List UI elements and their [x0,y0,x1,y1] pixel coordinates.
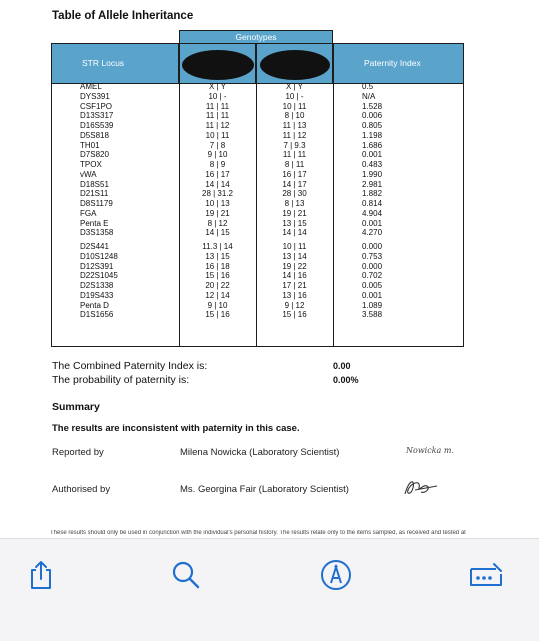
locus-cell: D22S1045 [80,271,118,281]
table-row [51,252,464,262]
locus-cell: D1S1656 [80,310,114,320]
table-row [51,160,464,170]
paternity-index-cell: 0.702 [362,271,383,281]
genotype-2-cell: 16 | 17 [282,169,307,179]
reported-signature: Nowicka m. [406,446,454,455]
table-row [51,150,464,160]
genotype-1-cell: 13 | 15 [205,251,230,261]
search-button[interactable] [168,557,204,593]
paternity-index-cell: 1.882 [362,189,383,199]
genotype-1-cell: 10 | - [208,91,227,101]
genotype-1-cell: 11 | 11 [205,111,230,121]
share-icon [28,560,54,590]
paternity-index-header-cell [333,43,464,84]
genotype-2-cell: 13 | 16 [282,290,307,300]
genotype-2-header-cell [256,43,333,84]
genotype-2-cell: 11 | 13 [282,121,307,130]
table-row [51,111,464,121]
paternity-index-cell: 1.528 [362,101,383,111]
genotype-1-cell: X | Y [208,82,227,91]
paternity-index-cell: 0.001 [362,150,383,160]
paternity-index-cell: 3.588 [362,310,383,320]
paternity-index-cell: 1.089 [362,300,383,310]
genotype-2-cell: 14 | 16 [282,271,307,281]
paternity-index-cell: 0.006 [362,111,383,121]
genotype-2-cell: 8 | 13 [284,199,305,208]
genotype-1-cell: 16 | 17 [205,169,230,179]
genotype-2-cell: 14 | 14 [282,228,307,238]
redaction-mark [260,50,330,80]
genotype-2-cell: 10 | - [285,91,304,101]
table-row [51,228,464,238]
markup-icon [320,559,352,591]
genotype-1-cell: 9 | 10 [207,300,228,310]
locus-cell: D2S441 [80,242,109,251]
table-row [51,102,464,112]
table-row [51,262,464,272]
genotype-2-cell: 8 | 10 [284,111,305,121]
genotype-1-cell: 15 | 16 [205,310,230,320]
paternity-index-header: Paternity Index [364,58,421,68]
summary-heading: Summary [52,401,100,413]
reported-by-label: Reported by [52,447,104,458]
search-icon [171,560,201,590]
paternity-index-cell: 0.805 [362,121,383,130]
genotype-2-cell: 19 | 22 [282,261,307,271]
table-row [51,121,464,131]
probability-value: 0.00% [333,375,359,385]
locus-cell: D10S1248 [80,251,118,261]
genotype-2-cell: 14 | 17 [282,179,307,189]
locus-cell: TH01 [80,140,100,150]
locus-cell: D3S1358 [80,228,114,238]
genotype-1-cell: 15 | 16 [205,271,230,281]
paternity-index-cell: 0.005 [362,281,383,290]
paternity-index-cell: 4.270 [362,228,383,238]
authorised-by-name: Ms. Georgina Fair (Laboratory Scientist) [180,484,349,495]
genotype-2-cell: 13 | 15 [282,218,307,228]
genotype-2-cell: 11 | 11 [282,150,307,160]
genotype-1-cell: 9 | 10 [207,150,228,160]
paternity-index-cell: 4.904 [362,208,383,218]
paternity-index-cell: 1.198 [362,130,383,140]
table-row [51,92,464,102]
more-icon [468,561,504,589]
genotype-1-cell: 11 | 11 [205,101,230,111]
footer-disclaimer: These results should only be used in conjunction with the individual's personal history. The results relate only to the items sampled, as received and tested at [50,530,466,536]
paternity-index-cell: 0.753 [362,251,383,261]
reported-by-name: Milena Nowicka (Laboratory Scientist) [180,447,340,458]
markup-button[interactable] [318,557,354,593]
table-row [51,170,464,180]
genotype-2-cell: 11 | 12 [282,130,307,140]
genotype-1-cell: 20 | 22 [205,281,230,290]
genotype-1-cell: 7 | 8 [209,140,226,150]
locus-cell: Penta D [80,300,109,310]
locus-cell: Penta E [80,218,109,228]
paternity-index-cell: 0.000 [362,242,383,251]
paternity-index-cell: 1.990 [362,169,383,179]
locus-cell: D7S820 [80,150,109,160]
locus-cell: D19S433 [80,290,114,300]
genotype-2-cell: 28 | 30 [282,189,307,199]
paternity-index-cell: 0.814 [362,199,383,208]
table-row [51,281,464,291]
genotype-1-cell: 14 | 15 [205,228,230,238]
locus-cell: D12S391 [80,261,114,271]
paternity-index-cell: 2.981 [362,179,383,189]
share-button[interactable] [23,557,59,593]
table-row [51,310,464,320]
genotype-2-cell: 10 | 11 [282,242,307,251]
genotype-1-cell: 14 | 14 [205,179,230,189]
genotype-1-cell: 28 | 31.2 [202,189,233,199]
paternity-index-cell: 0.483 [362,160,383,169]
genotype-2-cell: 19 | 21 [282,208,307,218]
table-row [51,219,464,229]
more-button[interactable] [468,557,504,593]
locus-cell: D5S818 [80,130,109,140]
genotype-2-cell: X | Y [285,82,304,91]
locus-cell: D18S51 [80,179,109,189]
genotype-1-header-cell [179,43,256,84]
table-row [51,82,464,92]
redaction-mark [182,50,254,80]
locus-cell: FGA [80,208,97,218]
genotype-2-cell: 15 | 16 [282,310,307,320]
locus-cell: D21S11 [80,189,109,199]
locus-cell: vWA [80,169,97,179]
table-row [51,271,464,281]
table-row [51,209,464,219]
genotype-2-cell: 8 | 11 [284,160,305,169]
probability-label: The probability of paternity is: [52,374,190,386]
bottom-toolbar [0,538,539,641]
table-row [51,301,464,311]
genotypes-header: Genotypes [179,30,333,44]
locus-cell: D2S1338 [80,281,114,290]
summary-text: The results are inconsistent with paternity in this case. [52,423,300,434]
paternity-index-cell: N/A [362,91,376,101]
paternity-index-cell: 0.000 [362,261,383,271]
genotype-1-cell: 16 | 18 [205,261,230,271]
paternity-index-cell: 0.5 [362,82,374,91]
combined-index-label: The Combined Paternity Index is: [52,360,208,372]
genotype-1-cell: 8 | 9 [209,160,226,169]
locus-cell: CSF1PO [80,101,113,111]
table-row [51,291,464,301]
locus-header: STR Locus [82,58,125,68]
authorised-by-label: Authorised by [52,484,111,495]
table-row [51,189,464,199]
genotype-1-cell: 8 | 12 [207,218,228,228]
locus-header-cell [51,43,179,84]
locus-cell: AMEL [80,82,102,91]
genotype-1-cell: 19 | 21 [205,208,230,218]
genotype-1-cell: 10 | 13 [205,199,230,208]
genotype-2-cell: 9 | 12 [284,300,305,310]
genotype-1-cell: 11.3 | 14 [202,242,233,251]
document-title: Table of Allele Inheritance [52,10,194,22]
locus-cell: D16S539 [80,121,114,130]
locus-cell: D8S1179 [80,199,113,208]
table-row [51,242,464,252]
paternity-index-cell: 0.001 [362,290,383,300]
genotype-2-cell: 10 | 11 [282,101,307,111]
genotype-2-cell: 17 | 21 [282,281,307,290]
genotype-1-cell: 10 | 11 [205,130,230,140]
paternity-index-cell: 0.001 [362,218,383,228]
locus-cell: D13S317 [80,111,114,121]
table-row [51,131,464,141]
genotype-2-cell: 7 | 9.3 [283,140,306,150]
genotype-1-cell: 11 | 12 [205,121,230,130]
table-row [51,141,464,151]
paternity-index-cell: 1.686 [362,140,383,150]
genotype-2-cell: 13 | 14 [282,251,307,261]
table-header [51,30,464,85]
genotype-1-cell: 12 | 14 [205,290,230,300]
combined-index-value: 0.00 [333,361,351,371]
table-row [51,199,464,209]
locus-cell: DYS391 [80,91,110,101]
authorised-signature-icon [401,474,441,500]
locus-cell: TPOX [80,160,102,169]
table-row [51,180,464,190]
